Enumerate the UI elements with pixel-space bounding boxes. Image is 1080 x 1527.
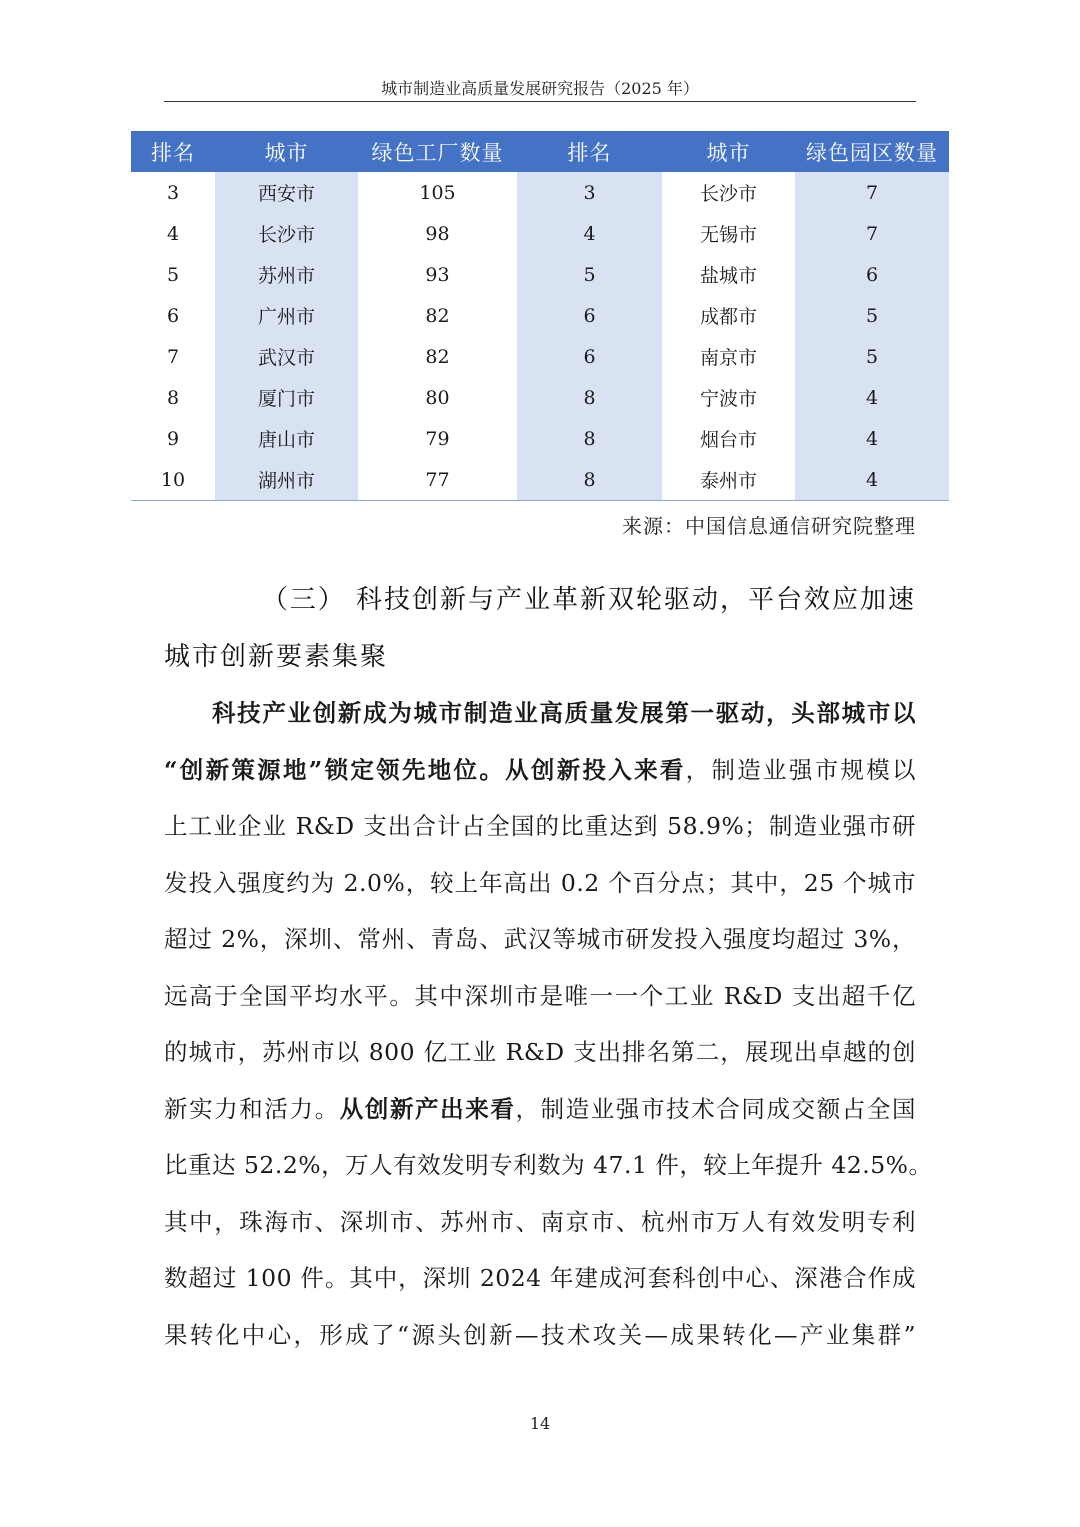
table-cell: 98 (425, 222, 450, 245)
green-factory-park-table (131, 131, 949, 501)
table-cell: 82 (425, 345, 450, 368)
table-cell: 5 (795, 295, 949, 336)
table-cell: 南京市 (699, 347, 757, 369)
paragraph-line (164, 1081, 916, 1138)
bold-lead-text: 科技产业创新成为城市制造业高质量发展第一驱动，头部城市以 (212, 699, 916, 727)
table-row (131, 213, 949, 254)
table-cell: 泰州市 (662, 459, 795, 501)
table-cell: 成都市 (699, 306, 757, 328)
table-row (131, 418, 949, 459)
paragraph-line: 远高于全国平均水平。其中深圳市是唯一一个工业 R&D 支出超千亿 (164, 981, 916, 1010)
body-paragraph (164, 685, 933, 1363)
paragraph-line: 的城市，苏州市以 800 亿工业 R&D 支出排名第二，展现出卓越的创 (164, 1038, 916, 1066)
table-cell: 105 (419, 181, 456, 204)
table-cell: 93 (425, 263, 450, 286)
table-cell: 3 (517, 172, 662, 213)
col-header-rank: 排名 (517, 131, 662, 172)
table-cell: 4 (795, 377, 949, 418)
table-cell: 6 (795, 254, 949, 295)
table-cell: 长沙市 (699, 183, 757, 205)
table-cell: 5 (517, 254, 662, 295)
table-cell: 宁波市 (699, 388, 757, 410)
paragraph-line: 果转化中心，形成了“源头创新—技术攻关—成果转化—产业集群” (164, 1320, 916, 1349)
table-cell: 6 (517, 295, 662, 336)
table-cell: 5 (166, 263, 180, 286)
table-row (131, 172, 949, 213)
table-cell: 9 (166, 427, 180, 450)
paragraph-line: 其中，珠海市、深圳市、苏州市、南京市、杭州市万人有效发明专利 (164, 1207, 916, 1236)
paragraph-text: ，制造业强市规模以 (685, 755, 916, 784)
paragraph-line: 数超过 100 件。其中，深圳 2024 年建成河套科创中心、深港合作成 (164, 1264, 916, 1292)
table-cell: 8 (517, 459, 662, 501)
bold-lead-text: 从创新产出来看 (339, 1094, 516, 1123)
table-cell: 广州市 (215, 295, 358, 336)
table-cell: 7 (795, 172, 949, 213)
paragraph-text: 新实力和活力。 (164, 1094, 340, 1123)
table-header-row (131, 131, 949, 172)
table-cell: 5 (795, 336, 949, 377)
table-cell: 4 (517, 213, 662, 254)
table-cell: 武汉市 (215, 336, 358, 377)
table-cell: 82 (425, 304, 450, 327)
header-rule (164, 101, 916, 102)
table-cell: 盐城市 (699, 265, 757, 287)
table-row (131, 377, 949, 418)
table-cell: 3 (166, 181, 180, 204)
table-row (131, 254, 949, 295)
col-header-green-factory-count: 绿色工厂数量 (358, 131, 517, 172)
paragraph-line: 比重达 52.2%，万人有效发明专利数为 47.1 件，较上年提升 42.5%。 (164, 1151, 933, 1179)
table-cell: 烟台市 (699, 429, 757, 451)
paragraph-text: ，制造业强市技术合同成交额占全国 (515, 1094, 917, 1123)
table-cell: 7 (166, 345, 180, 368)
table-cell: 8 (166, 386, 180, 409)
table-cell: 6 (517, 336, 662, 377)
table-cell: 80 (425, 386, 450, 409)
table-cell: 7 (795, 213, 949, 254)
table-cell: 8 (517, 377, 662, 418)
running-header: 城市制造业高质量发展研究报告（2025 年） (381, 79, 699, 98)
col-header-green-park-count: 绿色园区数量 (795, 131, 949, 172)
table-row (131, 336, 949, 377)
table-cell: 8 (517, 418, 662, 459)
section-heading (164, 572, 916, 686)
table-cell: 湖州市 (215, 459, 358, 501)
table-cell: 10 (131, 459, 215, 501)
table-cell: 4 (795, 459, 949, 501)
table-cell: 唐山市 (215, 418, 358, 459)
table-cell: 6 (166, 304, 180, 327)
table-cell: 西安市 (215, 172, 358, 213)
page-number: 14 (529, 1414, 551, 1433)
col-header-city: 城市 (662, 131, 795, 172)
table-cell: 4 (166, 222, 180, 245)
paragraph-line: 上工业企业 R&D 支出合计占全国的比重达到 58.9%；制造业强市研 (164, 812, 916, 840)
table-row (131, 295, 949, 336)
table-cell: 厦门市 (215, 377, 358, 418)
table-cell: 79 (425, 427, 450, 450)
paragraph-line: 超过 2%，深圳、常州、青岛、武汉等城市研发投入强度均超过 3%， (164, 925, 916, 953)
table-cell: 4 (795, 418, 949, 459)
table-row (131, 459, 949, 501)
paragraph-line (164, 685, 916, 742)
table-cell: 长沙市 (215, 213, 358, 254)
section-heading-line-2: 城市创新要素集聚 (164, 642, 389, 672)
table-cell: 无锡市 (699, 224, 757, 246)
table-source-note: 来源：中国信息通信研究院整理 (622, 514, 916, 538)
paragraph-line (164, 742, 916, 799)
col-header-rank: 排名 (131, 131, 215, 172)
bold-lead-text: “创新策源地”锁定领先地位。从创新投入来看 (164, 755, 686, 784)
col-header-city: 城市 (215, 131, 358, 172)
section-heading-line-1: （三） 科技创新与产业革新双轮驱动，平台效应加速 (261, 585, 916, 615)
paragraph-line: 发投入强度约为 2.0%，较上年高出 0.2 个百分点；其中，25 个城市 (164, 868, 916, 897)
table-cell: 苏州市 (215, 254, 358, 295)
table-cell: 77 (358, 459, 517, 501)
